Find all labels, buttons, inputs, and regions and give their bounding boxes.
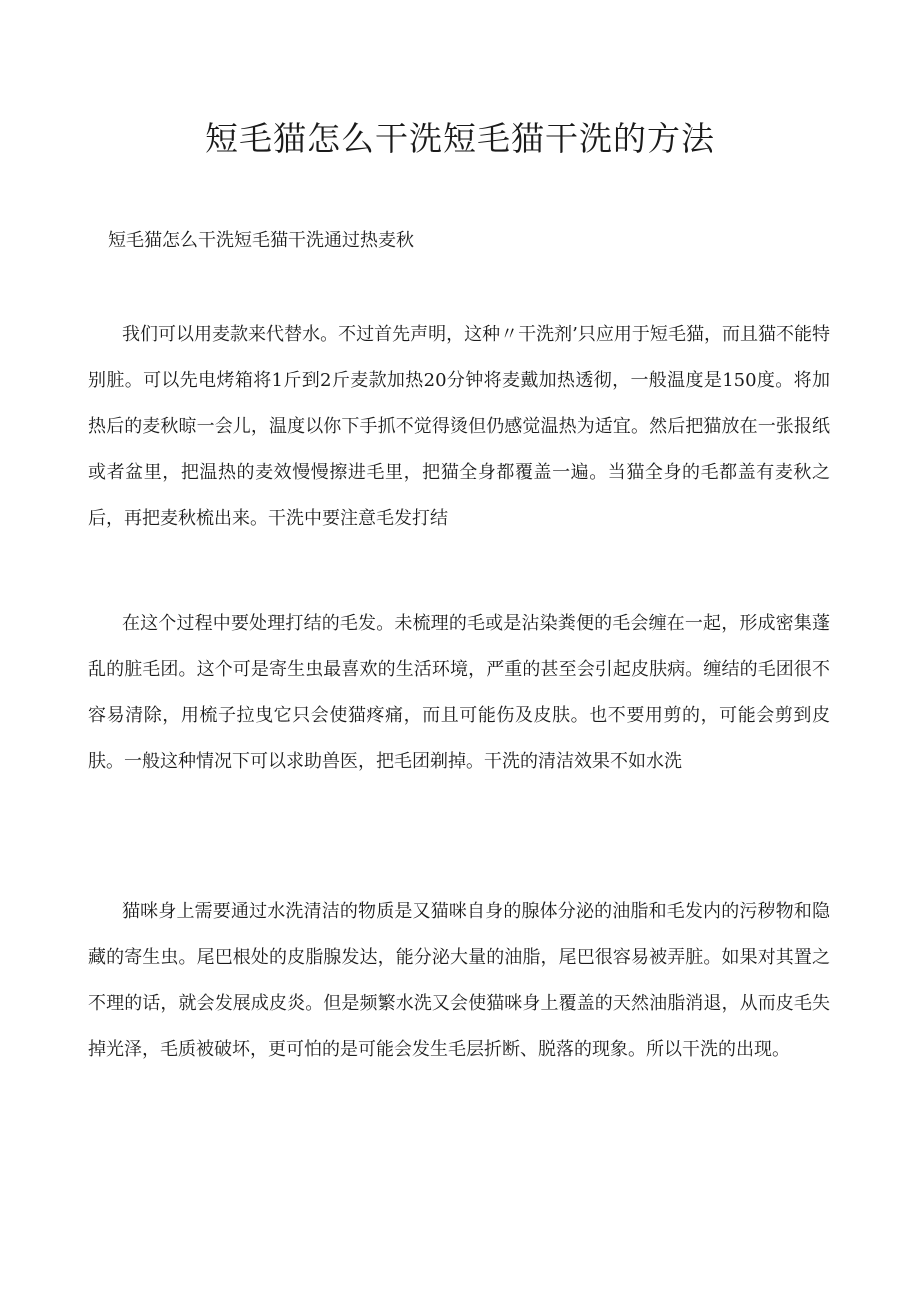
document-title: 短毛猫怎么干洗短毛猫干洗的方法 <box>205 119 715 158</box>
document-subtitle: 短毛猫怎么干洗短毛猫干洗通过热麦秋 <box>108 230 414 251</box>
paragraph-1: 我们可以用麦款来代替水。不过首先声明，这种〃干洗剂’只应用于短毛猫，而且猫不能特别脏。可以先电烤箱将1斤到2斤麦款加热20分钟将麦戴加热透彻，一般温度是150度。将加热后的麦秋晾一会儿，温度以你下手抓不觉得烫但仍感觉温热为适宜。然后把猫放在一张报纸或者盆里，把温热的麦效慢慢擦进毛里，把猫全身都覆盖一遍。当猫全身的毛都盖有麦秋之后，再把麦秋梳出来。干洗中要注意毛发打结 <box>88 324 830 529</box>
paragraph-3: 猫咪身上需要通过水洗清洁的物质是又猫咪自身的腺体分泌的油脂和毛发内的污秽物和隐藏的寄生虫。尾巴根处的皮脂腺发达，能分泌大量的油脂，尾巴很容易被弄脏。如果对其置之不理的话，就会发展成皮炎。但是频繁水洗又会使猫咪身上覆盖的天然油脂消退，从而皮毛失掉光泽，毛质被破坏，更可怕的是可能会发生毛层折断、脱落的现象。所以干洗的出现。 <box>88 901 830 1060</box>
paragraph-2: 在这个过程中要处理打结的毛发。未梳理的毛或是沾染粪便的毛会缠在一起，形成密集蓬乱的脏毛团。这个可是寄生虫最喜欢的生活环境，严重的甚至会引起皮肤病。缠结的毛团很不容易清除，用梳子拉曳它只会使猫疼痛，而且可能伤及皮肤。也不要用剪的，可能会剪到皮肤。一般这种情况下可以求助兽医，把毛团剃掉。干洗的清洁效果不如水洗 <box>88 613 830 772</box>
